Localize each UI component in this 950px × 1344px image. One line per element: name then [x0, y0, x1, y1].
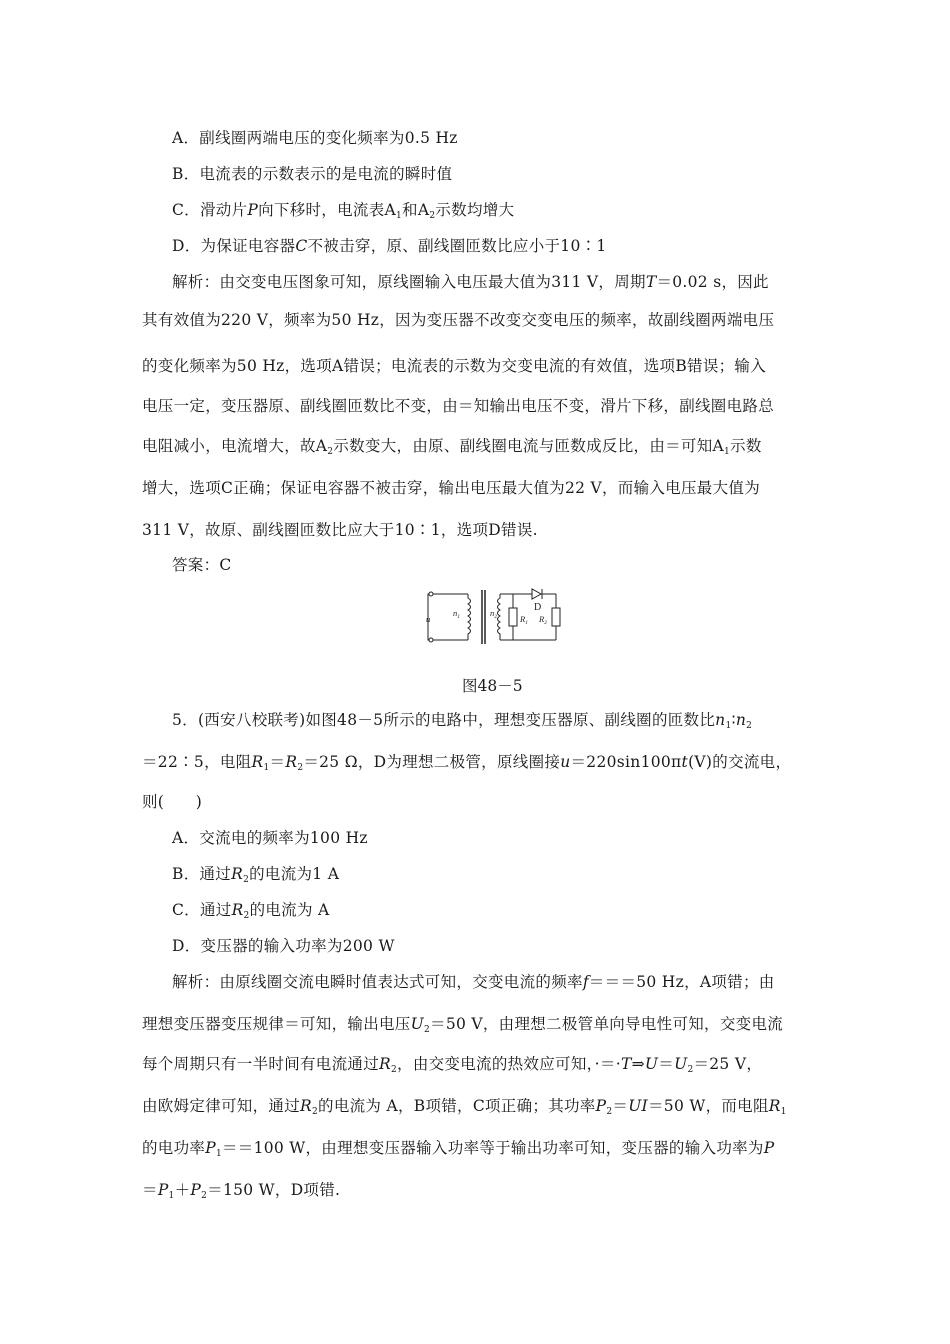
q4-answer: 答案：C [172, 556, 232, 574]
q5-option-d: D．变压器的输入功率为200 W [172, 937, 395, 955]
resistor-r2 [552, 608, 560, 626]
primary-coil [468, 594, 471, 640]
label-r2: $R_2$ [539, 614, 547, 626]
q4-analysis-line-6: 增大，选项C正确；保证电容器不被击穿，输出电压最大值为22 V，而输入电压最大值为 [142, 479, 761, 497]
q4-option-a: A．副线圈两端电压的变化频率为0.5 Hz [172, 129, 458, 147]
q5-analysis-line-5: 的电功率$P_1==100$ W，由理想变压器输入功率等于输出功率可知，变压器的输入功率为P [142, 1139, 775, 1159]
q5-analysis-line-2: 理想变压器变压规律＝可知，输出电压$U_2=50$ V，由理想二极管单向导电性可知，交变电流 [142, 1015, 784, 1035]
q5-option-b: B．通过$R_2$的电流为1 A [172, 865, 340, 885]
q4-option-b: B．电流表的示数表示的是电流的瞬时值 [172, 165, 453, 183]
label-r1: $R_1$ [520, 614, 528, 626]
q4-analysis-line-2: 其有效值为220 V，频率为50 Hz，因为变压器不改变交变电压的频率，故副线圈两端电压 [142, 311, 775, 329]
q5-analysis-line-3: 每个周期只有一半时间有电流通过$R_2$，由交变电流的热效应可知，$\cdot=\cdot T\Rightarrow U=U_2=25$ V， [142, 1055, 763, 1075]
secondary-coil [498, 594, 501, 640]
q4-analysis-line-5: 电阻减小，电流增大，故$A_2$示数变大，由原、副线圈电流与匝数成反比，由＝可知$A_1$示数 [142, 437, 762, 457]
q5-stem-line-3: 则( ) [142, 793, 203, 811]
q5-analysis-line-1: 解析：由原线圈交流电瞬时值表达式可知，交变电流的频率f＝＝＝50 Hz，A项错；由 [172, 973, 775, 991]
terminal-top [429, 592, 433, 596]
diode-symbol [532, 589, 541, 599]
label-d: D [534, 602, 542, 613]
q5-analysis-line-4: 由欧姆定律可知，通过$R_2$的电流为 A，B项错，C项正确；其功率$P_2=UI=50$ W，而电阻$R_1$ [142, 1097, 787, 1117]
q4-analysis-line-4: 电压一定，变压器原、副线圈匝数比不变，由＝知输出电压不变，滑片下移，副线圈电路总 [142, 397, 775, 415]
label-n2: $n_2$ [490, 608, 497, 620]
q5-stem-line-2: ＝22∶5，电阻$R_1=R_2=25$ Ω，D为理想二极管，原线圈接u＝220sin100πt(V)的交流电， [142, 753, 792, 773]
label-n1: $n_1$ [453, 608, 460, 620]
q4-option-c: C．滑动片P向下移时，电流表$A_1$和$A_2$示数均增大 [172, 201, 515, 221]
q5-option-c: C．通过$R_2$的电流为 A [172, 901, 330, 921]
figure-caption: 图48－5 [462, 677, 523, 695]
q4-analysis-line-7: 311 V，故原、副线圈匝数比应大于10∶1，选项D错误. [142, 521, 538, 539]
q4-option-d: D．为保证电容器C不被击穿，原、副线圈匝数比应小于10∶1 [172, 237, 607, 255]
q5-stem-line-1: 5．(西安八校联考)如图48－5所示的电路中，理想变压器原、副线圈的匝数比$n_1∶n_2$ [172, 711, 753, 731]
terminal-bottom [429, 638, 433, 642]
primary-wire-left [428, 594, 468, 640]
q5-option-a: A．交流电的频率为100 Hz [172, 829, 368, 847]
circuit-diagram [420, 582, 570, 650]
q4-analysis-line-1: 解析：由交变电压图象可知，原线圈输入电压最大值为311 V，周期T＝0.02 s，因此 [172, 273, 769, 291]
q5-analysis-line-6: $=P_1+P_2=150$ W，D项错. [142, 1181, 341, 1201]
label-u: u [426, 614, 431, 624]
resistor-r1 [509, 608, 517, 626]
q4-analysis-line-3: 的变化频率为50 Hz，选项A错误；电流表的示数为交变电流的有效值，选项B错误；输入 [142, 357, 767, 375]
